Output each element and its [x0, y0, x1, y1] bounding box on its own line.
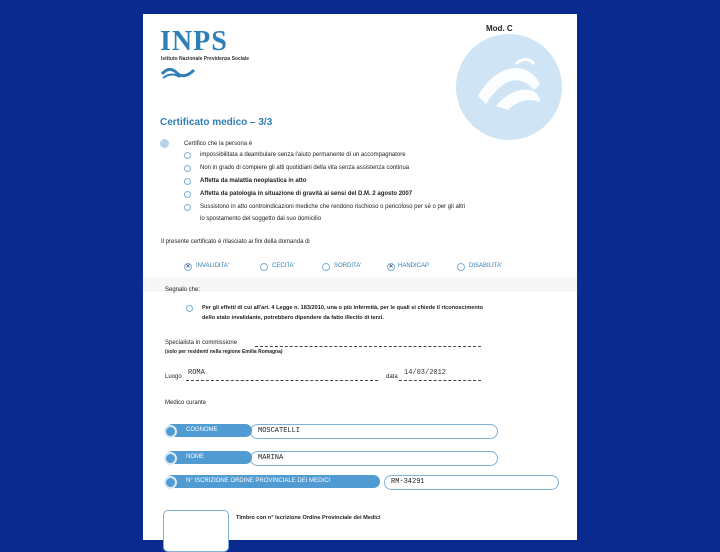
registration-label: N° ISCRIZIONE ORDINE PROVINCIALE DEI MEDICI: [186, 478, 331, 484]
condition-label-4: Affetta da patologia in situazione di gravità ai sensi del D.M. 2 agosto 2007: [200, 191, 413, 197]
registration-value: RM-34291: [391, 478, 425, 486]
date-value: 14/03/2012: [404, 369, 447, 377]
date-label: data: [386, 374, 398, 380]
name-tag: [166, 451, 252, 464]
surname-label: COGNOME: [186, 427, 218, 433]
hands-emblem-icon: [456, 34, 562, 140]
condition-label-5: Sussistono in atto controindicazioni mediche che rendono rischioso o pericoloso per sé o per gli altri: [200, 204, 466, 210]
place-line[interactable]: [186, 380, 378, 381]
page-title: Certificato medico – 3/3: [160, 117, 273, 128]
purpose-label-cecita: CECITA': [272, 263, 295, 269]
wave-logo-icon: [161, 66, 195, 80]
purpose-checkbox-invalidita[interactable]: ✕: [185, 264, 191, 270]
specialist-line[interactable]: [255, 346, 481, 347]
date-line[interactable]: [399, 380, 481, 381]
purpose-label-sordita: SORDITA': [334, 263, 362, 269]
condition-label-5-continued: lo spostamento del soggetto dal suo domicilio: [200, 216, 322, 222]
surname-bullet-icon: [164, 425, 177, 438]
purpose-checkbox-sordita[interactable]: [322, 263, 330, 271]
name-field[interactable]: [250, 451, 498, 466]
stamp-box[interactable]: [163, 510, 229, 552]
stamp-label: Timbro con n° Iscrizione Ordine Provinciale dei Medici: [236, 515, 381, 521]
purpose-checkbox-disabilita[interactable]: [457, 263, 465, 271]
purpose-label-disabilita: DISABILITA': [469, 263, 503, 269]
condition-label-1: impossibilitata a deambulare senza l'aiuto permanente di un accompagnatore: [200, 152, 406, 158]
page-seam: [143, 277, 577, 292]
condition-radio-3[interactable]: [184, 178, 191, 185]
institute-name: Istituto Nazionale Previdenza Sociale: [161, 56, 250, 62]
condition-radio-2[interactable]: [184, 165, 191, 172]
purposes-intro: Il presente certificato è rilasciato ai fini della domanda di: [161, 239, 310, 245]
purpose-checkbox-handicap[interactable]: ✕: [388, 264, 394, 270]
section-bullet: [160, 139, 169, 148]
doctor-section-label: Medico curante: [165, 400, 207, 406]
purpose-checkbox-cecita[interactable]: [260, 263, 268, 271]
condition-radio-1[interactable]: [184, 152, 191, 159]
inps-logo: INPS: [160, 26, 228, 57]
notice-radio[interactable]: [186, 305, 193, 312]
registration-bullet-icon: [164, 476, 177, 489]
place-label: Luogo: [165, 374, 182, 380]
form-model: Mod. C: [486, 24, 513, 33]
condition-label-3: Affetta da malattia neoplastica in atto: [200, 178, 307, 184]
condition-label-2: Non in grado di compiere gli atti quotidiani della vita senza assistenza continua: [200, 165, 410, 171]
name-label: NOME: [186, 454, 204, 460]
notice-text-line2: dello stato invalidante, potrebbero dipendere da fatto illecito di terzi.: [202, 315, 384, 321]
surname-value: MOSCATELLI: [258, 427, 301, 435]
specialist-note: (solo per residenti nella regione Emilia Romagna): [165, 349, 283, 355]
name-value: MARINA: [258, 454, 284, 462]
notice-text-line1: Per gli effetti di cui all'art. 4 Legge n. 183/2010, una o più infermità, per le quali si chiede il riconoscimento: [202, 305, 484, 311]
specialist-label: Specialista in commissione: [165, 340, 238, 346]
purpose-label-handicap: HANDICAP: [398, 263, 430, 269]
conditions-intro: Certifico che la persona è: [184, 141, 253, 147]
condition-radio-5[interactable]: [184, 204, 191, 211]
name-bullet-icon: [164, 452, 177, 465]
notice-label: Segnalo che:: [165, 287, 201, 293]
condition-radio-4[interactable]: [184, 191, 191, 198]
place-value: ROMA: [188, 369, 205, 377]
purpose-label-invalidita: INVALIDITA': [196, 263, 229, 269]
